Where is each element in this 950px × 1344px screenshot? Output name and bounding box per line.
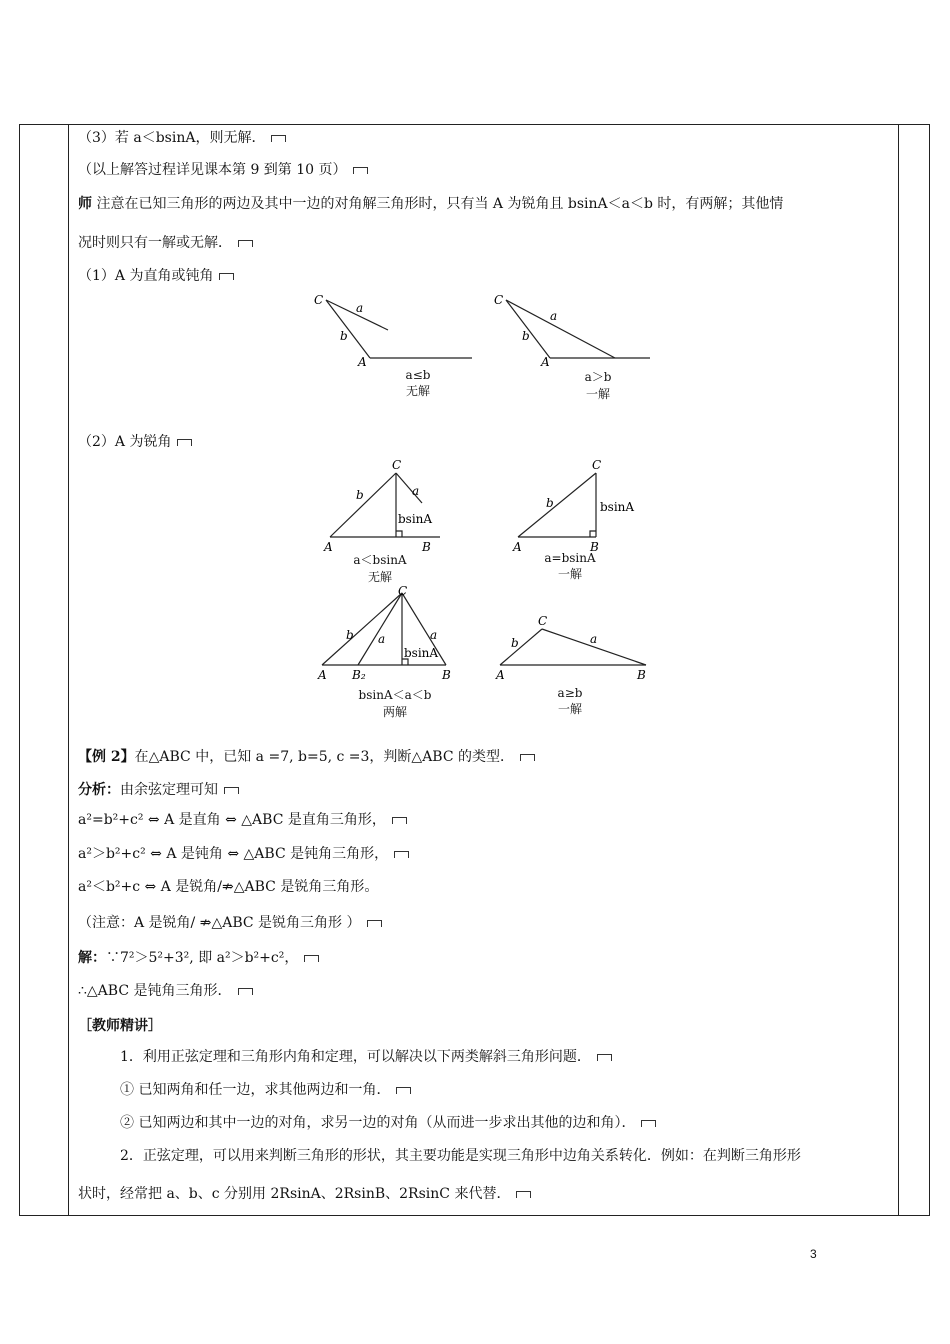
figure-caption: a＞b 一解 [584,370,612,401]
label-side-b: b [511,636,519,650]
label-vertex-b: B [637,668,646,682]
label-vertex-a: A [358,355,367,369]
label-vertex-a: A [541,355,550,369]
text-line: ∴△ABC 是钝角三角形． [78,981,253,1001]
text-line: 师 注意在已知三角形的两边及其中一边的对角解三角形时，只有当 A 为锐角且 bsinA＜a＜b 时，有两解；其他情 [78,196,784,212]
text-line: 2．正弦定理，可以用来判断三角形的形状，其主要功能是实现三角形中边角关系转化．例如：在判断三角形形 [120,1148,801,1164]
text-line: （3）若 a＜bsinA，则无解． [78,128,286,148]
label-side-a: a [356,301,364,315]
label-height: bsinA [404,646,439,660]
label-vertex-a: A [496,668,505,682]
text-line: 状时，经常把 a、b、c 分别用 2RsinA、2RsinB、2RsinC 来代替． [78,1184,531,1204]
figure-caption: a≥b 一解 [557,686,583,716]
label-side-b: b [522,329,530,343]
figure-caption: bsinA＜a＜b 两解 [358,688,432,719]
label-side-a: a [590,632,598,646]
label-vertex-b: B [422,540,431,554]
text-line: 分析：由余弦定理可知 [78,780,239,800]
label-vertex-c: C [398,584,408,598]
text-line: ② 已知两边和其中一边的对角，求另一边的对角（从而进一步求出其他的边和角）． [120,1113,656,1133]
label-vertex-c: C [314,293,324,307]
label-side-b: b [356,488,364,502]
label-height: bsinA [398,512,433,526]
table-divider-right [898,125,899,1215]
text-line: a²＞b²+c² ⇔ A 是钝角 ⇔ △ABC 是钝角三角形， [78,844,409,864]
label-vertex-b2: B₂ [352,668,366,682]
text-line: （以上解答过程详见课本第 9 到第 10 页） [78,160,368,180]
table-divider-left [68,125,69,1215]
label-vertex-b: B [442,668,451,682]
figure-caption: a≤b 无解 [405,368,431,398]
label-vertex-a: A [324,540,333,554]
text-line: （2）A 为锐角 [78,432,192,452]
text-line: 解：∵7²＞5²+3², 即 a²＞b²+c²， [78,948,319,968]
figure-acute-cases-1 [300,455,670,555]
section-heading: ［教师精讲］ [78,1018,162,1034]
label-side-b: b [346,628,354,642]
label-height: bsinA [600,500,635,514]
label-vertex-a: A [513,540,522,554]
text-line: （1）A 为直角或钝角 [78,266,234,286]
label-vertex-c: C [592,458,602,472]
label-side-b: b [546,496,554,510]
figure-obtuse-cases [300,290,670,380]
label-side-a: a [378,632,386,646]
label-side-b: b [340,329,348,343]
example-heading: 【例 2】在△ABC 中，已知 a =7, b=5, c =3，判断△ABC 的类型． [78,747,535,767]
figure-acute-cases-2 [300,583,670,683]
text-line: a²=b²+c² ⇔ A 是直角 ⇔ △ABC 是直角三角形， [78,810,407,830]
figure-caption: a＜bsinA 无解 [353,553,407,584]
text-line: ① 已知两角和任一边，求其他两边和一角． [120,1080,411,1100]
label-side-a: a [550,309,558,323]
figure-caption: a=bsinA 一解 [544,551,596,581]
page-number: 3 [810,1247,817,1261]
label-side-a: a [412,484,420,498]
text-line: 况时则只有一解或无解． [78,233,253,253]
label-vertex-c: C [392,458,402,472]
text-line: a²＜b²+c ⇔ A 是锐角/⇏△ABC 是锐角三角形。 [78,879,379,895]
label-vertex-b: B [590,540,599,554]
label-vertex-c: C [494,293,504,307]
text-line: （注意：A 是锐角/ ⇏△ABC 是锐角三角形 ） [78,913,382,933]
label-vertex-c: C [538,614,548,628]
label-side-a: a [430,628,438,642]
text-line: 1．利用正弦定理和三角形内角和定理，可以解决以下两类解斜三角形问题． [120,1047,612,1067]
label-vertex-a: A [318,668,327,682]
